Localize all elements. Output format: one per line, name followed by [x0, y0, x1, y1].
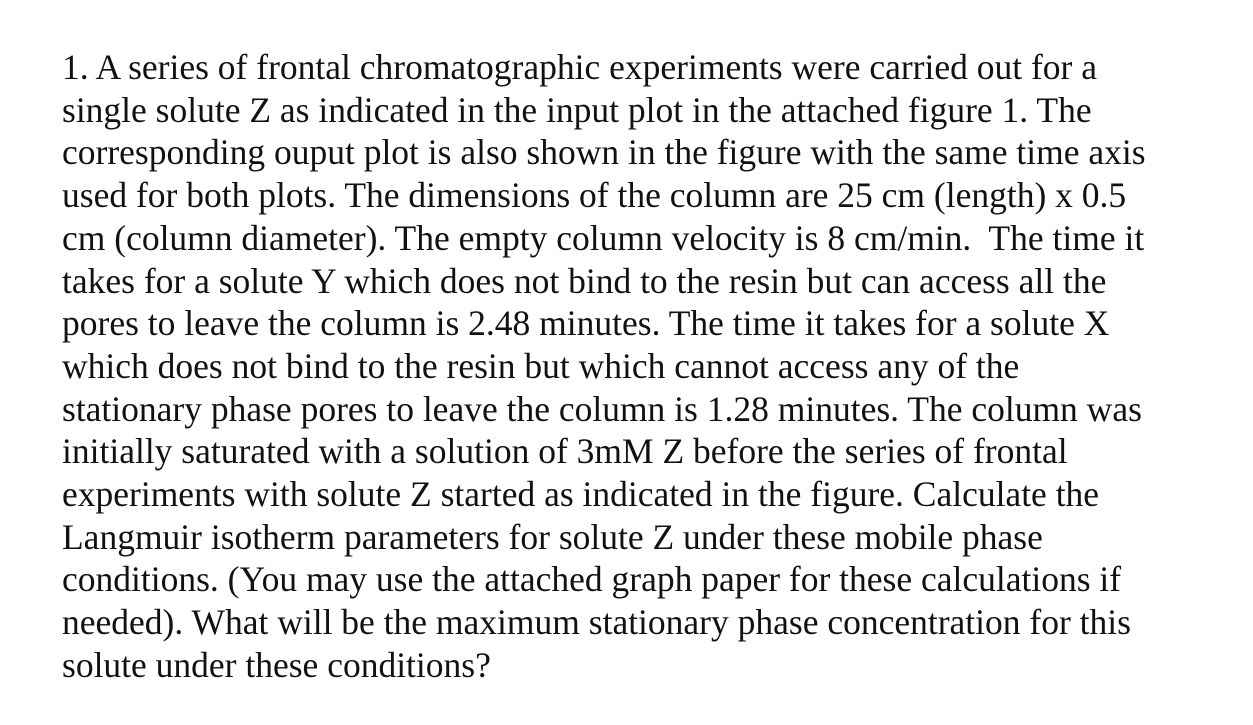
problem-line-13: conditions. (You may use the attached graph paper for these calculations if: [62, 559, 1122, 600]
problem-line-7: pores to leave the column is 2.48 minutes. The time it takes for a solute X: [62, 303, 1110, 344]
problem-line-15: solute under these conditions?: [62, 644, 491, 685]
problem-line-10: initially saturated with a solution of 3mM Z before the series of frontal: [62, 431, 1068, 472]
problem-line-6: takes for a solute Y which does not bind to the resin but can access all the: [62, 260, 1107, 301]
problem-line-5: cm (column diameter). The empty column velocity is 8 cm/min. The time it: [62, 217, 1145, 258]
problem-line-12: Langmuir isotherm parameters for solute Z under these mobile phase: [62, 516, 1043, 557]
problem-text: [62, 46, 1146, 687]
problem-line-4: used for both plots. The dimensions of the column are 25 cm (length) x 0.5: [62, 175, 1127, 216]
problem-line-1: 1. A series of frontal chromatographic experiments were carried out for a: [62, 47, 1098, 87]
problem-line-8: which does not bind to the resin but which cannot access any of the: [62, 345, 1020, 386]
problem-line-14: needed). What will be the maximum stationary phase concentration for this: [62, 602, 1131, 643]
problem-line-2: single solute Z as indicated in the input plot in the attached figure 1. The: [62, 89, 1092, 130]
problem-line-3: corresponding ouput plot is also shown in the figure with the same time axis: [62, 132, 1146, 173]
problem-line-11: experiments with solute Z started as indicated in the figure. Calculate the: [62, 474, 1100, 515]
problem-line-9: stationary phase pores to leave the column is 1.28 minutes. The column was: [62, 388, 1142, 429]
